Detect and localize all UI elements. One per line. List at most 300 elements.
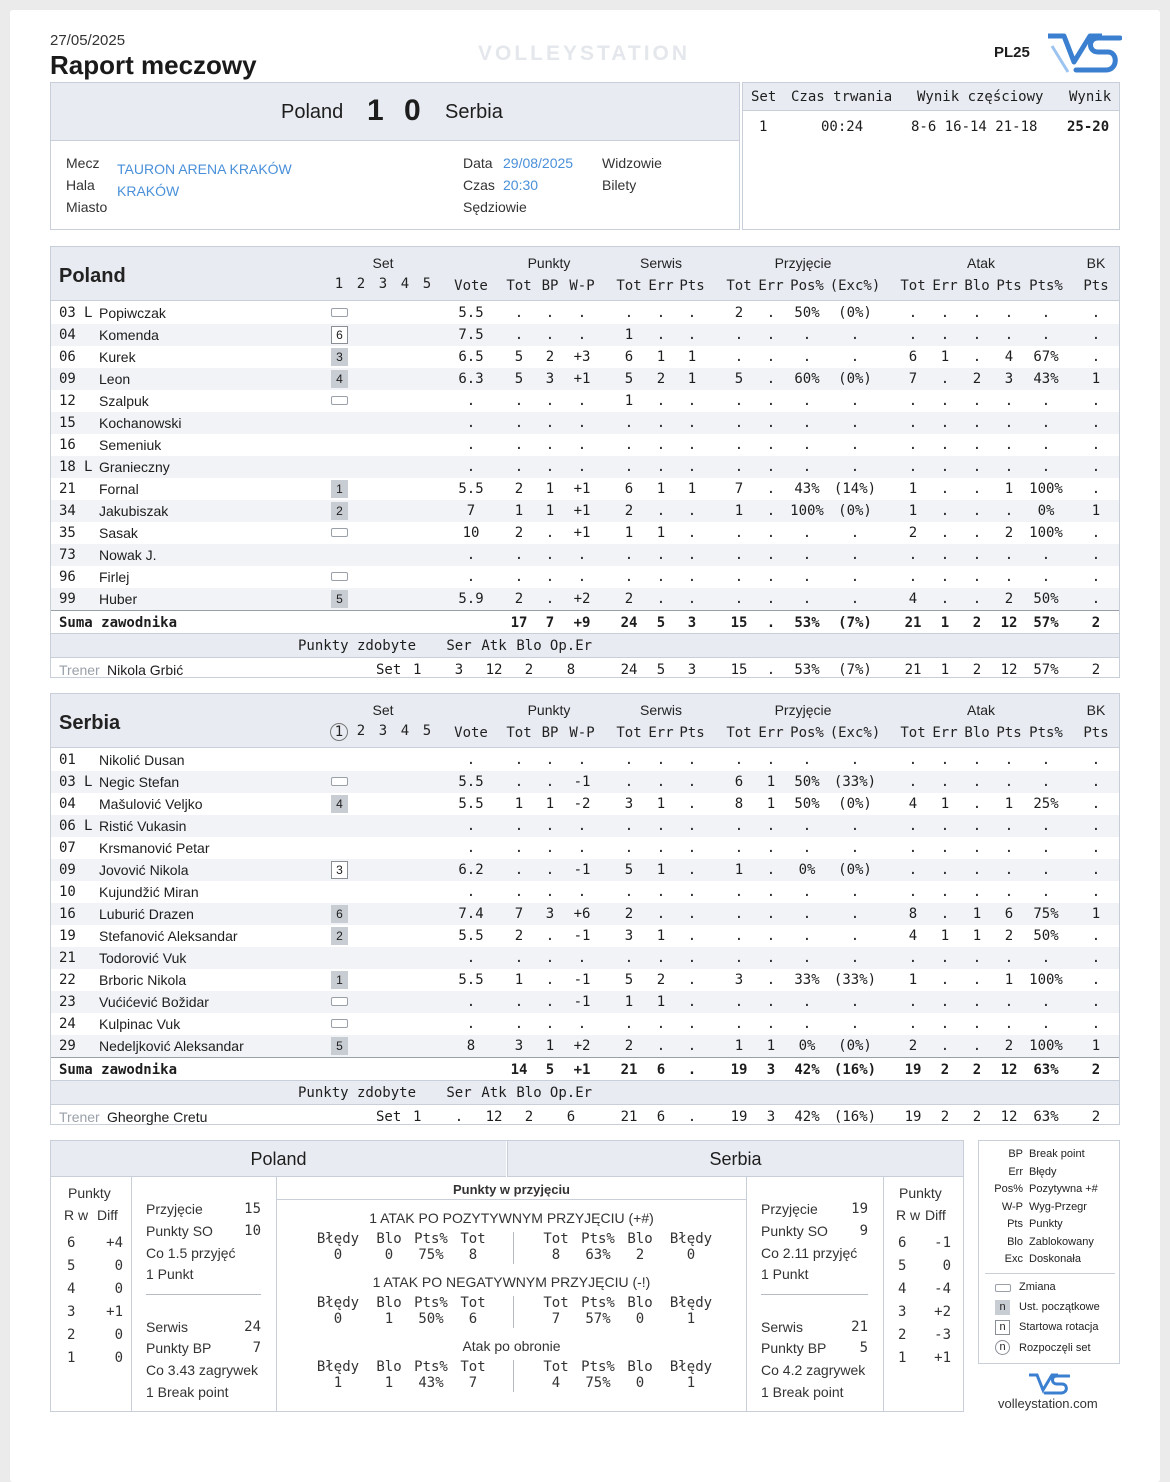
right-col-value: 8 xyxy=(551,1247,561,1263)
stat-cell: . xyxy=(972,459,982,475)
stat-cell: +1 xyxy=(573,371,591,387)
stat-cell: . xyxy=(1091,569,1101,585)
left-col-header: Pts% xyxy=(414,1231,448,1247)
stat-cell: 100% xyxy=(790,503,824,519)
col-header: Blo xyxy=(964,278,990,294)
stat-cell: . xyxy=(624,774,634,790)
substitution-icon xyxy=(331,308,348,317)
diff-label: Diff xyxy=(925,1207,946,1223)
coach-stat-cell: . xyxy=(766,662,776,678)
stat-cell: . xyxy=(656,415,666,431)
stat-cell: . xyxy=(466,437,476,453)
right-col-header: Tot xyxy=(543,1231,569,1247)
vote-header: Vote xyxy=(454,725,488,741)
rotation-number: 5 xyxy=(67,1258,76,1274)
stat-cell: . xyxy=(514,1016,524,1032)
team-name: Serbia xyxy=(59,712,121,734)
stat-cell: . xyxy=(1004,393,1014,409)
sum-cell: 2 xyxy=(972,615,982,631)
ratio-unit: 1 Punkt xyxy=(761,1266,809,1282)
rotation-badge: 1 xyxy=(331,971,348,989)
stat-cell: 3 xyxy=(734,972,744,988)
punkty-bp-label: Punkty BP xyxy=(761,1340,827,1356)
report-sheet xyxy=(10,10,1160,1482)
left-col-header: Tot xyxy=(460,1231,486,1247)
set-col-4: 4 xyxy=(400,723,410,739)
stat-cell: . xyxy=(466,818,476,834)
player-name: Nikolić Dusan xyxy=(99,752,185,768)
stat-cell: . xyxy=(766,840,776,856)
stat-cell: . xyxy=(577,327,587,343)
stat-cell: . xyxy=(577,569,587,585)
stat-cell: . xyxy=(545,950,555,966)
stat-cell: . xyxy=(1091,547,1101,563)
stat-cell: . xyxy=(972,1038,982,1054)
stat-cell: . xyxy=(656,393,666,409)
stat-cell: . xyxy=(656,569,666,585)
player-number: 35 xyxy=(59,525,76,541)
set-result: 25-20 xyxy=(1067,119,1110,135)
coach-stat-cell: . xyxy=(687,1109,697,1125)
stat-cell: . xyxy=(687,862,697,878)
set-col-2: 2 xyxy=(356,723,366,739)
player-row xyxy=(51,566,1119,588)
stat-cell: . xyxy=(1041,393,1051,409)
stat-cell: . xyxy=(466,547,476,563)
set-partial-score: 8-6 16-14 21-18 xyxy=(911,119,1038,135)
sets-header xyxy=(743,83,1119,111)
points-scored-col: Blo xyxy=(516,638,542,654)
right-col-header: Pts% xyxy=(581,1359,615,1375)
sum-cell: +9 xyxy=(573,615,591,631)
stat-cell: . xyxy=(687,972,697,988)
stat-cell: . xyxy=(972,774,982,790)
player-row xyxy=(51,522,1119,544)
stat-cell: 5 xyxy=(624,371,634,387)
stat-cell: . xyxy=(624,950,634,966)
player-row xyxy=(51,478,1119,500)
stat-cell: 1 xyxy=(1091,906,1101,922)
libero-flag: L xyxy=(84,305,93,321)
stat-cell: . xyxy=(687,327,697,343)
rotation-badge: 6 xyxy=(331,905,348,923)
stat-cell: . xyxy=(734,393,744,409)
punkty-so-label: Punkty SO xyxy=(761,1223,828,1239)
col-header: (Exc%) xyxy=(829,278,881,294)
stat-cell: 1 xyxy=(656,525,666,541)
stat-cell: . xyxy=(940,906,950,922)
stat-cell: 1 xyxy=(1091,503,1101,519)
stat-cell: 1 xyxy=(656,928,666,944)
stat-cell: . xyxy=(1004,884,1014,900)
stat-cell: . xyxy=(1004,950,1014,966)
player-row xyxy=(51,925,1119,947)
player-row xyxy=(51,793,1119,815)
points-scored-value: 12 xyxy=(485,1109,503,1125)
stat-cell: 1 xyxy=(545,481,555,497)
summary-away-header: Serbia xyxy=(507,1141,963,1177)
stat-cell: 6.3 xyxy=(458,371,484,387)
player-row xyxy=(51,434,1119,456)
points-scored-col: Op.Er xyxy=(549,1085,593,1101)
stat-cell: . xyxy=(545,994,555,1010)
stat-cell: 1 xyxy=(972,928,982,944)
player-number: 01 xyxy=(59,752,76,768)
player-number: 24 xyxy=(59,1016,76,1032)
coach-stat-cell: 42% xyxy=(794,1109,820,1125)
score-box xyxy=(50,82,740,230)
stat-cell: . xyxy=(908,569,918,585)
sum-cell: 5 xyxy=(656,615,666,631)
stat-cell: 7 xyxy=(734,481,744,497)
substitution-icon xyxy=(331,572,348,581)
stat-cell: (0%) xyxy=(838,503,872,519)
stat-cell: 5.5 xyxy=(458,774,484,790)
rotation-diff: -4 xyxy=(934,1281,951,1297)
stat-cell: (33%) xyxy=(833,972,877,988)
stat-cell: 1 xyxy=(545,503,555,519)
stat-cell: . xyxy=(972,525,982,541)
player-number: 03 xyxy=(59,774,76,790)
substitution-icon xyxy=(331,396,348,405)
starting-rotation-badge: n xyxy=(995,1320,1010,1335)
points-scored-value: 3 xyxy=(454,662,464,678)
player-name: Sasak xyxy=(99,525,138,541)
match-date: 29/08/2025 xyxy=(503,155,574,171)
stat-cell: . xyxy=(850,393,860,409)
stat-cell: 1 xyxy=(545,1038,555,1054)
stat-cell: 6 xyxy=(624,349,634,365)
stat-cell: 3 xyxy=(624,796,634,812)
player-name: Vućićević Božidar xyxy=(99,994,209,1010)
stat-cell: 4 xyxy=(908,591,918,607)
started-set-badge: n xyxy=(995,1340,1010,1355)
sum-row xyxy=(51,610,1119,634)
przyjecie-label: Przyjęcie xyxy=(146,1201,203,1217)
player-row xyxy=(51,859,1119,881)
stat-cell: . xyxy=(908,393,918,409)
stat-cell: . xyxy=(850,459,860,475)
left-col-value: 0 xyxy=(333,1247,343,1263)
right-col-header: Pts% xyxy=(581,1295,615,1311)
stat-cell: . xyxy=(802,393,812,409)
stat-cell: . xyxy=(656,752,666,768)
points-scored-header-row xyxy=(51,634,1119,658)
stat-cell: . xyxy=(1091,928,1101,944)
left-col-value: 1 xyxy=(384,1375,394,1391)
player-name: Nedeljković Aleksandar xyxy=(99,1038,244,1054)
stat-cell: . xyxy=(972,437,982,453)
stat-cell: . xyxy=(577,840,587,856)
punkty-bp-value: 7 xyxy=(252,1340,261,1356)
stat-cell: . xyxy=(972,305,982,321)
points-scored-col: Ser xyxy=(446,1085,472,1101)
stat-cell: . xyxy=(940,503,950,519)
legend-desc: Pozytywna +# xyxy=(1029,1183,1098,1195)
stat-cell: 1 xyxy=(656,796,666,812)
stat-cell: . xyxy=(1091,327,1101,343)
coach-name: Nikola Grbić xyxy=(107,662,184,678)
stat-cell: . xyxy=(466,569,476,585)
group-header-przyjecie: Przyjęcie xyxy=(774,255,832,271)
sum-cell: 3 xyxy=(766,1062,776,1078)
stat-cell: . xyxy=(1004,437,1014,453)
stat-cell: . xyxy=(1091,884,1101,900)
stat-cell: . xyxy=(734,840,744,856)
substitution-icon xyxy=(995,1284,1011,1292)
right-col-value: 1 xyxy=(686,1375,696,1391)
right-col-header: Tot xyxy=(543,1359,569,1375)
stat-cell: . xyxy=(466,752,476,768)
stat-cell: 50% xyxy=(1033,591,1059,607)
rotation-diff: -3 xyxy=(934,1327,951,1343)
player-number: 19 xyxy=(59,928,76,944)
stat-cell: 7 xyxy=(908,371,918,387)
player-number: 21 xyxy=(59,950,76,966)
stat-cell: 8 xyxy=(908,906,918,922)
player-name: Kujundžić Miran xyxy=(99,884,199,900)
divider xyxy=(131,1177,132,1411)
player-row xyxy=(51,903,1119,925)
volleystation-small-logo-icon xyxy=(1028,1372,1070,1396)
substitution-icon xyxy=(331,1019,348,1028)
stat-cell: . xyxy=(734,415,744,431)
stat-cell: . xyxy=(940,950,950,966)
przyjecie-value: 19 xyxy=(851,1201,868,1217)
right-col-value: 0 xyxy=(635,1311,645,1327)
stat-cell: . xyxy=(908,840,918,856)
vote-header: Vote xyxy=(454,278,488,294)
col-header: Tot xyxy=(506,278,532,294)
stat-cell: . xyxy=(545,569,555,585)
player-number: 16 xyxy=(59,437,76,453)
stat-cell: 1 xyxy=(940,928,950,944)
stat-cell: 1 xyxy=(940,349,950,365)
stat-cell: . xyxy=(545,415,555,431)
site-url: volleystation.com xyxy=(998,1396,1098,1411)
stat-cell: (14%) xyxy=(833,481,877,497)
sum-cell: 2 xyxy=(972,1062,982,1078)
stat-cell: . xyxy=(1091,525,1101,541)
stat-cell: . xyxy=(908,950,918,966)
ratio-unit: 1 Break point xyxy=(146,1384,229,1400)
stat-cell: . xyxy=(577,818,587,834)
stat-cell: . xyxy=(545,862,555,878)
stat-cell: . xyxy=(802,928,812,944)
legend-desc: Zablokowany xyxy=(1029,1235,1094,1248)
player-name: Kurek xyxy=(99,349,136,365)
rw-label: R w xyxy=(896,1207,921,1223)
stat-cell: . xyxy=(624,840,634,856)
coach-stat-cell: 2 xyxy=(940,1109,950,1125)
points-scored-value: . xyxy=(454,1109,464,1125)
coach-stat-cell: 19 xyxy=(904,1109,922,1125)
coach-stat-cell: 12 xyxy=(1000,662,1018,678)
coach-stat-cell: 2 xyxy=(1091,662,1101,678)
stat-cell: 7 xyxy=(514,906,524,922)
stat-cell: . xyxy=(972,994,982,1010)
set-col-3: 3 xyxy=(378,723,388,739)
player-number: 29 xyxy=(59,1038,76,1054)
legend-start: Startowa rotacja xyxy=(1019,1321,1099,1333)
sum-cell: 53% xyxy=(794,615,820,631)
player-row xyxy=(51,1035,1119,1057)
label-widzowie: Widzowie xyxy=(602,155,662,171)
stat-cell: . xyxy=(656,818,666,834)
stat-cell: 2 xyxy=(514,928,524,944)
right-col-value: 7 xyxy=(551,1311,561,1327)
left-col-header: Blo xyxy=(376,1231,402,1247)
stat-cell: . xyxy=(850,547,860,563)
left-col-value: 7 xyxy=(468,1375,478,1391)
player-row xyxy=(51,346,1119,368)
col-header: Tot xyxy=(726,725,752,741)
stat-cell: . xyxy=(545,525,555,541)
stat-cell: 43% xyxy=(794,481,820,497)
sets-col-partial: Wynik częściowy xyxy=(917,89,1044,105)
label-hala: Hala xyxy=(66,177,95,193)
col-header: BP xyxy=(541,278,559,294)
stat-cell: . xyxy=(466,459,476,475)
stat-cell: 1 xyxy=(766,796,776,812)
stat-cell: . xyxy=(687,459,697,475)
player-row xyxy=(51,969,1119,991)
rotation-badge: 5 xyxy=(331,1037,348,1055)
stat-cell: 6 xyxy=(908,349,918,365)
player-row xyxy=(51,837,1119,859)
label-sedziowie: Sędziowie xyxy=(463,199,527,215)
stat-cell: . xyxy=(687,884,697,900)
divider xyxy=(985,1273,1115,1274)
legend-abbr: BP xyxy=(1008,1148,1023,1160)
set-col-3: 3 xyxy=(378,276,388,292)
rotation-diff: 0 xyxy=(114,1350,123,1366)
stat-cell: . xyxy=(1004,862,1014,878)
stat-cell: 2 xyxy=(1004,525,1014,541)
stat-cell: 3 xyxy=(1004,371,1014,387)
stat-cell: . xyxy=(514,415,524,431)
player-name: Szalpuk xyxy=(99,393,149,409)
col-header: (Exc%) xyxy=(829,725,881,741)
col-header: Blo xyxy=(964,725,990,741)
stat-cell: . xyxy=(466,393,476,409)
player-name: Huber xyxy=(99,591,138,607)
stat-cell: . xyxy=(624,752,634,768)
left-col-header: Pts% xyxy=(414,1295,448,1311)
stat-cell: 1 xyxy=(1004,481,1014,497)
stat-cell: . xyxy=(972,415,982,431)
sum-cell: . xyxy=(687,1062,697,1078)
stat-cell: 2 xyxy=(734,305,744,321)
stat-cell: . xyxy=(687,928,697,944)
stat-cell: . xyxy=(766,1016,776,1032)
left-col-header: Pts% xyxy=(414,1359,448,1375)
stat-cell: . xyxy=(940,459,950,475)
stat-cell: (0%) xyxy=(838,796,872,812)
stat-cell: . xyxy=(545,884,555,900)
stat-cell: . xyxy=(1041,950,1051,966)
stat-cell: . xyxy=(972,327,982,343)
coach-label: Trener xyxy=(59,662,100,678)
group-header-serwis: Serwis xyxy=(639,702,682,718)
left-col-value: 50% xyxy=(418,1311,444,1327)
left-col-value: 1 xyxy=(333,1375,343,1391)
stat-cell: . xyxy=(972,591,982,607)
player-number: 12 xyxy=(59,393,76,409)
serwis-label: Serwis xyxy=(146,1319,189,1335)
stat-cell: 1 xyxy=(687,481,697,497)
rotation-number: 1 xyxy=(898,1350,907,1366)
stat-cell: . xyxy=(908,415,918,431)
stat-cell: . xyxy=(545,928,555,944)
stat-cell: . xyxy=(802,459,812,475)
right-col-header: Pts% xyxy=(581,1231,615,1247)
sum-row xyxy=(51,1057,1119,1081)
stat-cell: 2 xyxy=(656,972,666,988)
sum-cell: 19 xyxy=(730,1062,748,1078)
stat-cell: . xyxy=(766,862,776,878)
stat-cell: . xyxy=(908,437,918,453)
stat-cell: . xyxy=(766,818,776,834)
stat-cell: . xyxy=(802,840,812,856)
player-name: Kulpinac Vuk xyxy=(99,1016,181,1032)
sum-cell: 2 xyxy=(940,1062,950,1078)
left-col-value: 6 xyxy=(468,1311,478,1327)
rotation-diff: 0 xyxy=(114,1327,123,1343)
player-name: Kochanowski xyxy=(99,415,182,431)
legend-desc: Break point xyxy=(1029,1148,1085,1160)
libero-flag: L xyxy=(84,818,93,834)
stat-cell: . xyxy=(1091,840,1101,856)
set-col-4: 4 xyxy=(400,276,410,292)
stat-cell: 1 xyxy=(766,1038,776,1054)
stat-cell: . xyxy=(1091,591,1101,607)
stat-cell: 4 xyxy=(1004,349,1014,365)
stat-cell: . xyxy=(766,591,776,607)
coach-stat-cell: 12 xyxy=(1000,1109,1018,1125)
stat-cell: 1 xyxy=(656,994,666,1010)
stat-cell: . xyxy=(1091,818,1101,834)
stat-cell: . xyxy=(908,774,918,790)
group-header-atak: Atak xyxy=(966,702,995,718)
stat-cell: 1 xyxy=(687,371,697,387)
player-number: 73 xyxy=(59,547,76,563)
stat-cell: . xyxy=(1004,415,1014,431)
col-header: Pts xyxy=(679,278,705,294)
left-col-header: Błędy xyxy=(316,1295,360,1311)
stat-cell: 1 xyxy=(1091,1038,1101,1054)
label-data: Data xyxy=(463,155,493,171)
stat-cell: . xyxy=(624,1016,634,1032)
coach-stat-cell: (16%) xyxy=(833,1109,877,1125)
stat-cell: . xyxy=(545,459,555,475)
col-header: Pts% xyxy=(1029,725,1063,741)
col-header: Pts xyxy=(679,725,705,741)
sum-cell: 12 xyxy=(1000,1062,1018,1078)
stat-cell: . xyxy=(802,415,812,431)
stat-cell: 2 xyxy=(624,503,634,519)
col-header: Err xyxy=(648,725,674,741)
stat-cell: 50% xyxy=(794,305,820,321)
stat-cell: 1 xyxy=(687,349,697,365)
stat-cell: . xyxy=(850,327,860,343)
col-header: Err xyxy=(758,278,784,294)
label-czas: Czas xyxy=(463,177,495,193)
stat-cell: . xyxy=(687,752,697,768)
coach-stat-cell: 3 xyxy=(766,1109,776,1125)
stat-cell: . xyxy=(940,569,950,585)
stat-cell: 2 xyxy=(514,591,524,607)
